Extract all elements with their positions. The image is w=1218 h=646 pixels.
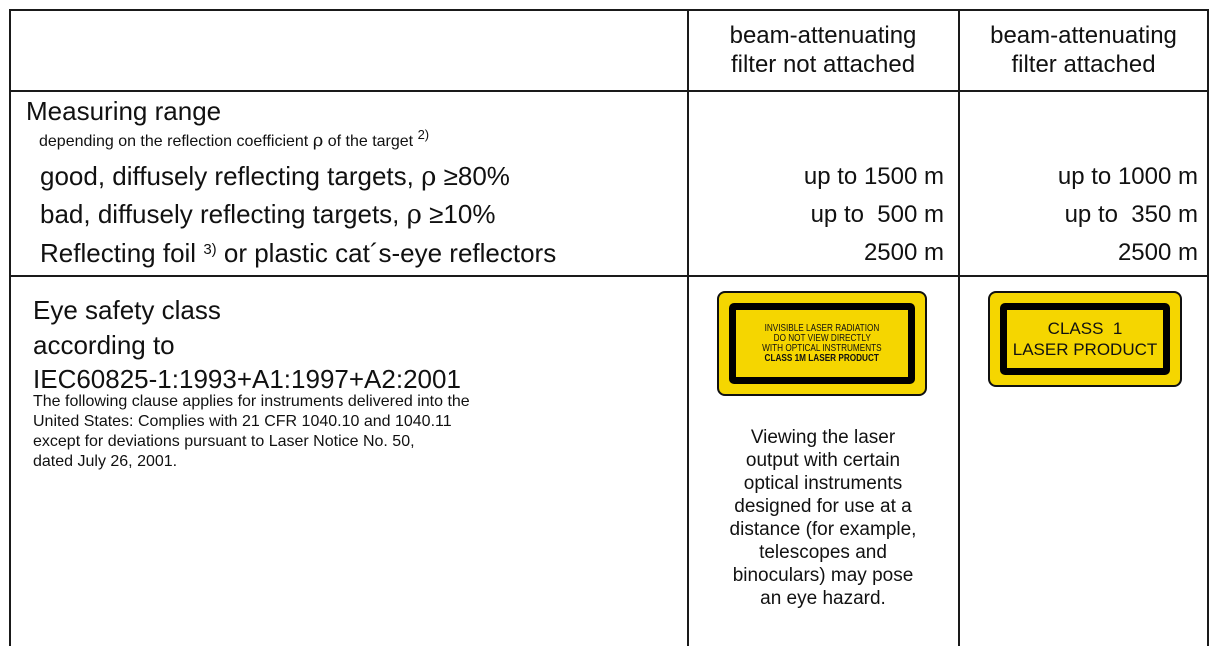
eye-safety-title-line3: IEC60825-1:1993+A1:1997+A2:2001 [33,364,461,394]
warning-line: Viewing the laser [750,427,896,448]
header-col3-line1: beam-attenuating [990,22,1177,49]
eye-safety-clause-line3: except for deviations pursuant to Laser Notice No. 50, [33,433,415,450]
eye-safety-clause-line2: United States: Complies with 21 CFR 1040.10 and 1040.11 [33,413,452,430]
measuring-row-good-col2: up to 1500 m [803,163,944,190]
class-1m-label-line3: WITH OPTICAL INSTRUMENTS [762,342,882,354]
warning-line: an eye hazard. [760,588,886,609]
eye-safety-title-line1: Eye safety class [33,295,221,325]
warning-line: binoculars) may pose [732,565,914,586]
warning-line: optical instruments [743,473,903,494]
warning-line: telescopes and [759,542,887,563]
measuring-row-bad-col2: up to 500 m [810,201,944,228]
measuring-row-good-col3: up to 1000 m [1057,163,1198,190]
header-bottom-rule [9,90,1209,92]
measuring-row-foil-col2: 2500 m [863,239,944,266]
class-1-label-line1: CLASS 1 [1047,319,1123,338]
class-1-laser-label [988,291,1182,387]
warning-line: distance (for example, [729,519,917,540]
table-top-rule [9,9,1209,11]
header-col2-line1: beam-attenuating [729,22,917,49]
class-1m-label-line1: INVISIBLE LASER RADIATION [764,322,880,334]
measuring-row-good-label: good, diffusely reflecting targets, ρ ≥80% [40,161,510,192]
measuring-title: Measuring range [26,96,222,126]
class-1m-label-line4: CLASS 1M LASER PRODUCT [764,352,880,364]
table-left-rule [9,9,11,646]
table-right-rule [1207,9,1209,646]
measuring-subtitle: depending on the reflection coefficient ρ of the target $^{2)}$ [39,127,430,151]
measuring-row-bad-label: bad, diffusely reflecting targets, ρ ≥10% [40,199,496,230]
eye-safety-title-line2: according to [33,330,175,360]
header-col3-line2: filter attached [1011,51,1156,78]
warning-line: designed for use at a [734,496,912,517]
warning-line: output with certain [745,450,901,471]
measuring-row-foil-col3: 2500 m [1117,239,1198,266]
eye-safety-clause-line4: dated July 26, 2001. [33,453,178,470]
class-1m-laser-label [717,291,927,396]
col3-divider [958,9,960,646]
laser-warning-paragraph [688,426,958,610]
eye-safety-clause-line1: The following clause applies for instruments delivered into the [33,393,470,410]
class-1-label-line2: LASER PRODUCT [1012,340,1158,359]
class-1m-label-line2: DO NOT VIEW DIRECTLY [773,332,871,344]
header-col2-line2: filter not attached [730,51,916,78]
measuring-row-bad-col3: up to 350 m [1064,201,1198,228]
measuring-row-foil-label: Reflecting foil $^{3)}$ or plastic cat´s-eye reflectors [40,238,557,268]
measuring-bottom-rule [9,275,1209,277]
